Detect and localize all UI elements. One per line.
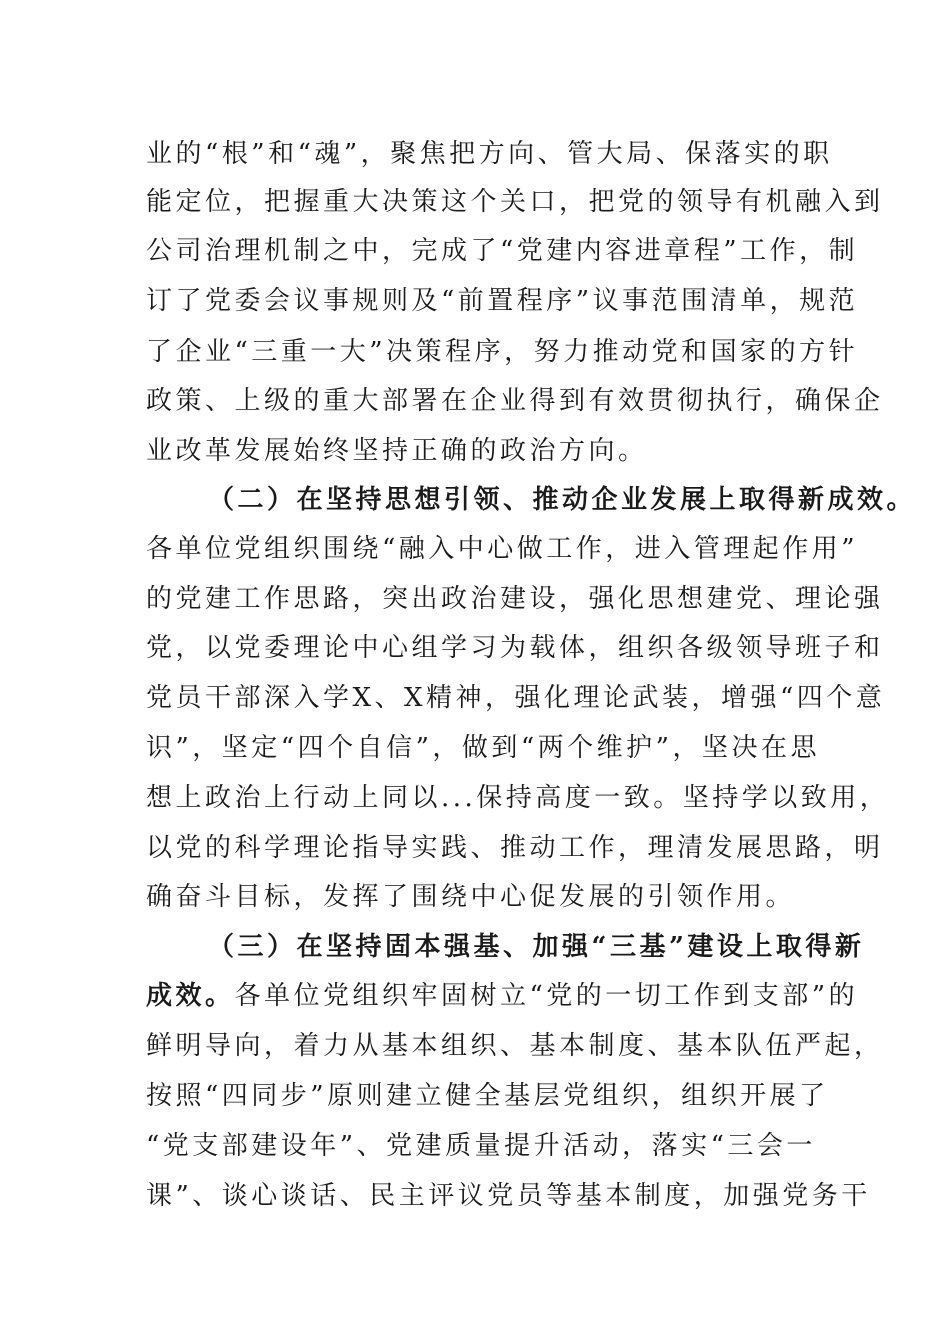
section-3-body-start: 各单位党组织牢固树立“党的一切工作到支部”的 [234, 981, 859, 1011]
paragraph-line: 业的“根”和“魂”，聚焦把方向、管大局、保落实的职 [146, 139, 833, 169]
section-heading-2: （二）在坚持思想引领、推动企业发展上取得新成效。 [208, 485, 917, 515]
paragraph-line: 党员干部深入学X、X精神，强化理论武装，增强“四个意 [146, 683, 886, 713]
paragraph-line [146, 980, 858, 1012]
paragraph-line: 按照“四同步”原则建立健全基层党组织，组织开展了 [146, 1081, 829, 1111]
paragraph-line: 识”，坚定“四个自信”，做到“两个维护”，坚决在思 [146, 733, 820, 763]
paragraph-line: 政策、上级的重大部署在企业得到有效贯彻执行，确保企 [146, 386, 884, 416]
paragraph-line: 以党的科学理论指导实践、推动工作，理清发展思路，明 [146, 833, 884, 863]
paragraph-line: 党，以党委理论中心组学习为载体，组织各级领导班子和 [146, 633, 884, 663]
paragraph-line: 确奋斗目标，发挥了围绕中心促发展的引领作用。 [146, 882, 796, 912]
paragraph-line: 业改革发展始终坚持正确的政治方向。 [146, 436, 648, 466]
paragraph-line: 各单位党组织围绕“融入中心做工作，进入管理起作用” [146, 534, 859, 564]
paragraph-line: “党支部建设年”、党建质量提升活动，落实“三会一 [146, 1131, 816, 1161]
paragraph-line: 鲜明导向，着力从基本组织、基本制度、基本队伍严起， [146, 1031, 884, 1061]
paragraph-line: 课”、谈心谈话、民主评议党员等基本制度，加强党务干 [146, 1181, 871, 1211]
paragraph-line: 能定位，把握重大决策这个关口，把党的领导有机融入到 [146, 187, 884, 217]
paragraph-line: 订了党委会议事规则及“前置程序”议事范围清单，规范 [146, 286, 859, 316]
section-heading-3: （三）在坚持固本强基、加强“三基”建设上取得新 [208, 932, 865, 962]
paragraph-line: 想上政治上行动上同以...保持高度一致。坚持学以致用， [146, 783, 890, 813]
section-heading-3-continued: 成效。 [146, 981, 235, 1011]
paragraph-line: 的党建工作思路，突出政治建设，强化思想建党、理论强 [146, 584, 884, 614]
paragraph-line: 了企业“三重一大”决策程序，努力推动党和国家的方针 [146, 337, 859, 367]
paragraph-line: 公司治理机制之中，完成了“党建内容进章程”工作，制 [146, 236, 859, 266]
